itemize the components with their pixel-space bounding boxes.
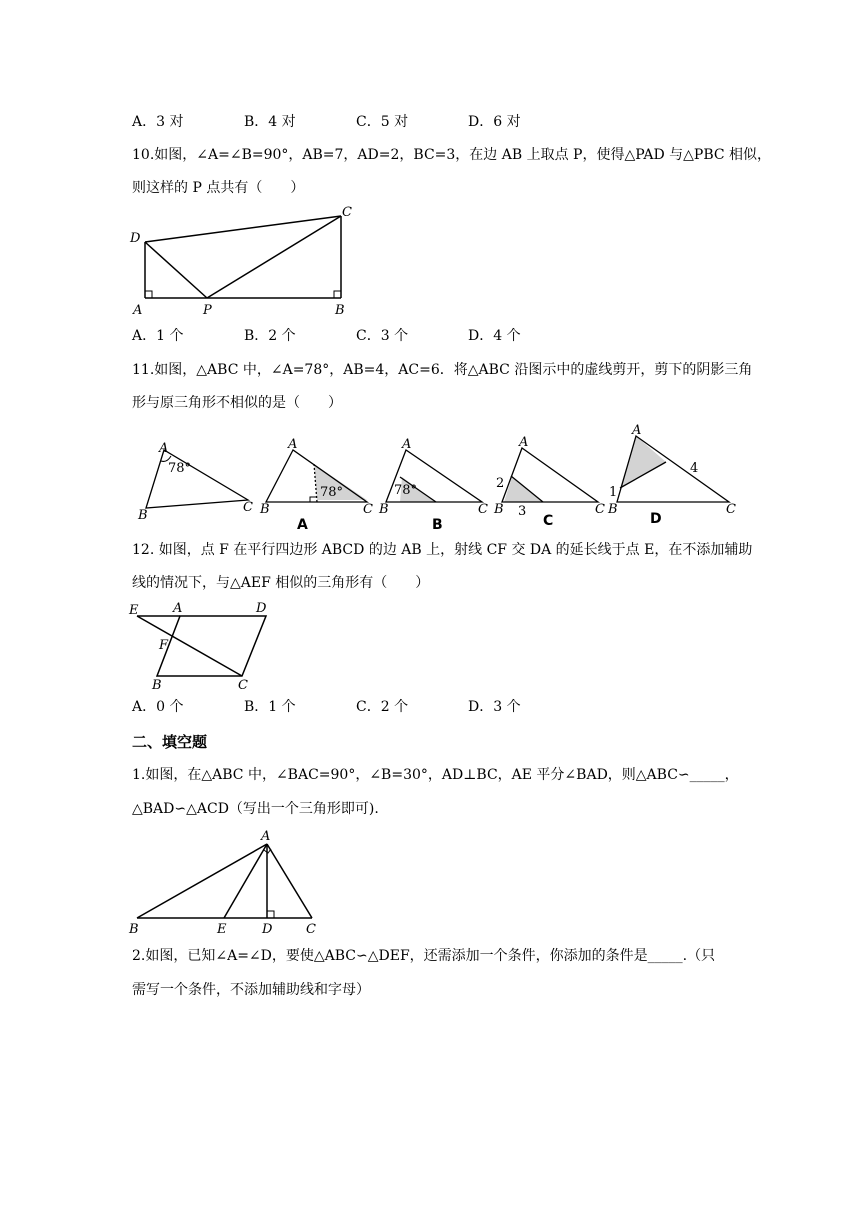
s2-q1-label-a: A (261, 829, 271, 844)
q10-segment-dc (145, 216, 341, 242)
s2-q2-text-line1: 2.如图，已知∠A=∠D，要使△ABC∽△DEF，还需添加一个条件，你添加的条件是_____.（只 (132, 948, 716, 964)
q11-choice-b: B (432, 517, 443, 533)
q11-b-angle: 78° (394, 483, 418, 498)
s2-q1-figure (125, 826, 335, 936)
q12-label-c: C (238, 678, 248, 693)
q10-label-a: A (133, 303, 143, 318)
q11-c-label-c: C (595, 502, 605, 517)
s2-q1-segment-ae (224, 844, 267, 918)
q11-option-d-figure (617, 436, 729, 502)
q11-d-label-b: B (608, 502, 618, 517)
q11-c-label-a: A (519, 435, 529, 450)
q9-option-b: B．4 对 (244, 114, 296, 130)
q11-option-a-figure (266, 450, 367, 502)
q10-label-d: D (130, 231, 141, 246)
q12-label-e: E (129, 603, 139, 618)
s2-q1-right-angle-d (267, 911, 274, 918)
q9-option-d: D．6 对 (468, 114, 521, 130)
q11-d-label-c: C (726, 502, 736, 517)
q12-figure (125, 596, 285, 696)
q11-c-label-b: B (494, 502, 504, 517)
q12-option-a: A．0 个 (132, 699, 184, 715)
q9-option-c: C．5 对 (356, 114, 409, 130)
q11-choice-a: A (297, 517, 308, 533)
q12-label-b: B (152, 678, 162, 693)
q11-text-line2: 形与原三角形不相似的是（ ） (132, 395, 342, 411)
q12-options (132, 697, 632, 717)
q12-label-d: D (256, 601, 267, 616)
q10-options (132, 326, 632, 346)
q10-option-b: B．2 个 (244, 328, 296, 344)
q11-choice-d: D (650, 511, 662, 527)
q10-segment-dp (145, 242, 207, 298)
s2-q1-text-line2: △BAD∽△ACD（写出一个三角形即可). (132, 801, 379, 817)
q10-text-line1: 10.如图，∠A=∠B=90°，AB=7，AD=2，BC=3，在边 AB 上取点 P，使得△PAD 与△PBC 相似， (132, 147, 772, 163)
q12-label-f: F (159, 638, 169, 653)
q11-b-label-a: A (402, 437, 412, 452)
q12-label-a: A (173, 601, 183, 616)
q12-option-b: B．1 个 (244, 699, 296, 715)
q11-figure (130, 424, 750, 534)
q11-c-num-3: 3 (518, 504, 527, 519)
q9-options (132, 112, 632, 132)
q9-option-a: A．3 对 (132, 114, 184, 130)
q12-option-d: D．3 个 (468, 699, 521, 715)
q11-d-label-a: A (632, 423, 642, 438)
q11-orig-label-c: C (243, 500, 253, 515)
q12-parallelogram (157, 616, 266, 676)
q10-segment-pc (207, 216, 341, 298)
q11-d-num-4: 4 (690, 461, 699, 476)
s2-q2-text-line2: 需写一个条件，不添加辅助线和字母） (132, 982, 370, 998)
q11-b-label-b: B (379, 502, 389, 517)
s2-q1-label-c: C (306, 922, 316, 937)
q10-figure (125, 200, 365, 320)
s2-q1-text-line1: 1.如图，在△ABC 中，∠BAC=90°，∠B=30°，AD⊥BC，AE 平分∠BAD，则△ABC∽_____， (132, 767, 739, 783)
q11-orig-label-a: A (159, 441, 169, 456)
q11-orig-label-b: B (138, 508, 148, 523)
q12-ray-ce (137, 616, 242, 676)
q10-option-c: C．3 个 (356, 328, 409, 344)
q12-option-c: C．2 个 (356, 699, 409, 715)
s2-q1-label-d: D (262, 922, 273, 937)
q11-original-triangle (146, 450, 248, 508)
q10-label-p: P (203, 303, 212, 318)
q11-d-num-1: 1 (609, 485, 618, 500)
s2-q1-segment-ac (267, 844, 312, 918)
q11-a-angle: 78° (320, 485, 344, 500)
q12-text-line2: 线的情况下，与△AEF 相似的三角形有（ ） (132, 575, 430, 591)
q11-b-label-c: C (478, 502, 488, 517)
section-2-title: 二、填空题 (132, 733, 208, 751)
q10-option-d: D．4 个 (468, 328, 521, 344)
s2-q1-label-e: E (217, 922, 227, 937)
q11-orig-angle: 78° (168, 461, 192, 476)
q10-label-b: B (335, 303, 345, 318)
q11-option-c-figure (502, 448, 598, 502)
q11-a-label-a: A (288, 437, 298, 452)
q10-option-a: A．1 个 (132, 328, 184, 344)
q11-choice-c: C (543, 513, 554, 529)
q11-text-line1: 11.如图，△ABC 中，∠A=78°，AB=4，AC=6．将△ABC 沿图示中的虚线剪开，剪下的阴影三角 (132, 362, 753, 378)
s2-q1-segment-ab (137, 844, 267, 918)
q10-label-c: C (342, 205, 352, 220)
q10-right-angle-a (145, 291, 152, 298)
q11-c-num-2: 2 (496, 476, 505, 491)
q12-text-line1: 12. 如图，点 F 在平行四边形 ABCD 的边 AB 上，射线 CF 交 DA 的延长线于点 E，在不添加辅助 (132, 542, 753, 558)
q10-right-angle-b (334, 291, 341, 298)
q10-text-line2: 则这样的 P 点共有（ ） (132, 180, 305, 196)
q11-a-label-b: B (260, 502, 270, 517)
q11-a-label-c: C (363, 502, 373, 517)
s2-q1-label-b: B (129, 922, 139, 937)
